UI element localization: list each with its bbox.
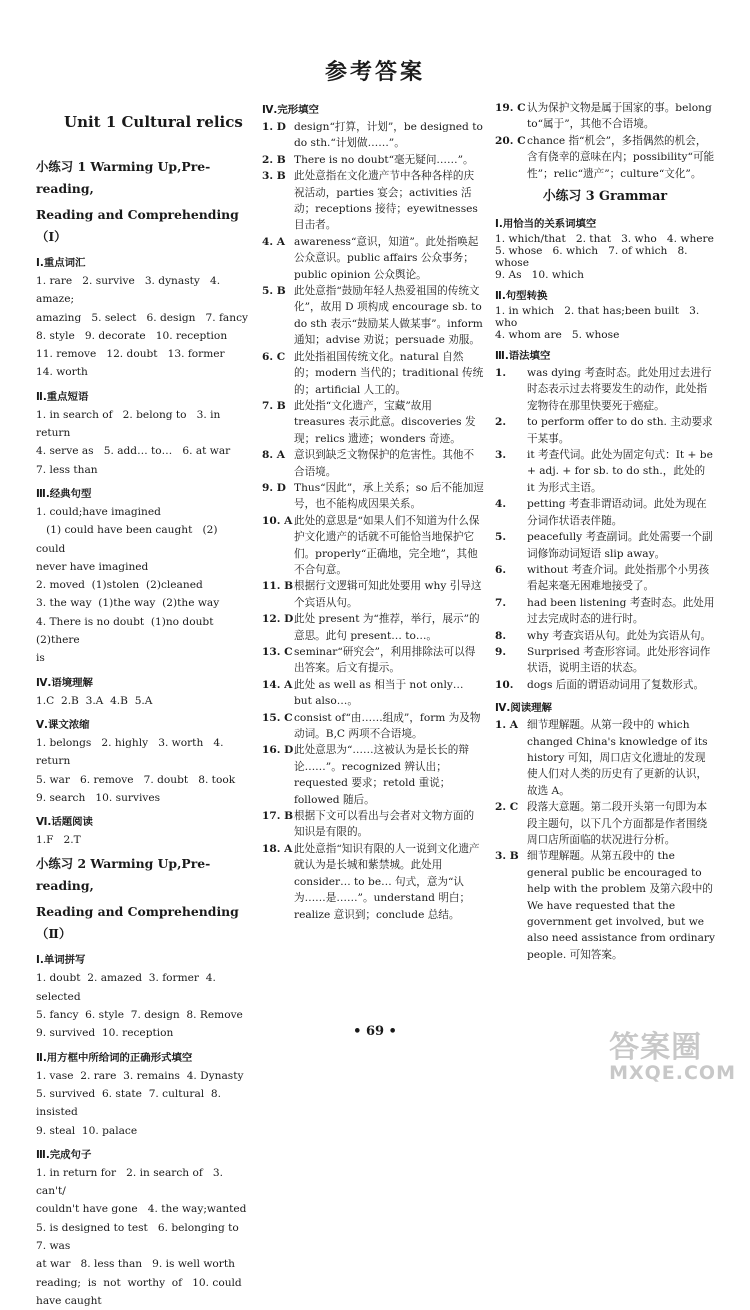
answer-explanation: 段落大意题。第二段开头第一句即为本段主题句，以下几个方面都是作者围绕周口店所面临的状况进行分析。 (527, 801, 708, 846)
answer-item (495, 100, 715, 133)
answer-item (495, 717, 715, 799)
answer-line: 4. whom are 5. whose (495, 329, 620, 342)
section-heading: Ⅳ.完形填空 (262, 104, 319, 116)
exercise-1-heading-b: Reading and Comprehending（Ⅰ） (36, 207, 239, 244)
answer-number: 3. B (495, 850, 519, 863)
section-heading: Ⅱ.句型转换 (495, 290, 548, 303)
section-heading: Ⅲ.完成句子 (36, 1148, 92, 1161)
section-heading: Ⅳ.语境理解 (36, 676, 93, 689)
answer-number: 2. C (495, 801, 519, 814)
answer-item (495, 365, 715, 414)
answer-number: 1. D (262, 121, 286, 133)
answer-number: 15. C (262, 711, 293, 724)
answer-line: 5. fancy 6. style 7. design 8. Remove (36, 1009, 243, 1022)
column-right (495, 100, 715, 963)
answer-explanation: 此处指“文化遗产，宝藏”故用 treasures 表示此意。discoveries 发现；relics 遗迹；wonders 奇迹。 (294, 399, 476, 445)
answer-line: never have imagined (36, 560, 149, 573)
answer-number: 1. (495, 367, 507, 380)
section-heading: Ⅴ.课文浓缩 (36, 718, 90, 731)
watermark-url: MXQE.COM (609, 1062, 736, 1084)
answer-line: amazing 5. select 6. design 7. fancy (36, 311, 248, 324)
answer-line: 1.C 2.B 3.A 4.B 5.A (36, 694, 153, 707)
exercise-2-heading-b: Reading and Comprehending（Ⅱ） (36, 904, 239, 942)
answer-number: 2. (495, 416, 507, 429)
answer-explanation: Surprised 考查形容词。此处形容词作状语，说明主语的状态。 (527, 645, 711, 675)
answer-number: 2. B (262, 153, 286, 166)
answer-item (262, 234, 484, 283)
answer-line: 1. in which 2. that has;been built 3. who (495, 305, 703, 330)
answer-number: 4. (495, 498, 507, 511)
section-heading: Ⅰ.单词拼写 (36, 954, 86, 967)
answer-number: 6. (495, 563, 507, 576)
answer-number: 18. A (262, 842, 293, 855)
section-heading: Ⅵ.话题阅读 (36, 816, 93, 829)
answer-line: 9. steal 10. palace (36, 1124, 138, 1137)
answer-explanation: 意识到缺乏文物保护的危害性。其他不合语境。 (294, 449, 475, 478)
section-heading: Ⅲ.语法填空 (495, 350, 551, 363)
answer-explanation: 此处意思为“……这被认为是长长的辩论……”。recognized 辨认出；requested 要求；retold 重说；followed 随后。 (294, 744, 469, 806)
answer-number: 10. (495, 678, 514, 691)
answer-item (262, 578, 484, 611)
answer-line: 1. which/that 2. that 3. who 4. where (495, 233, 714, 246)
answer-line: 1. in return for 2. in search of 3. can't/ (36, 1166, 227, 1198)
column-left (36, 100, 250, 1310)
answer-number: 7. B (262, 399, 286, 412)
answer-number: 9. D (262, 481, 286, 494)
answer-item (495, 529, 715, 562)
answer-number: 17. B (262, 810, 294, 823)
answer-item (262, 710, 484, 743)
answer-item (262, 841, 484, 923)
answer-number: 3. (495, 449, 507, 462)
answer-item (262, 447, 484, 480)
answer-item (495, 496, 715, 529)
answer-item (262, 513, 484, 579)
answer-explanation: 根据行文逻辑可知此处要用 why 引导这个宾语从句。 (294, 580, 482, 609)
answer-number: 20. C (495, 134, 526, 147)
answer-item (262, 480, 484, 513)
answer-number: 4. A (262, 235, 285, 248)
answer-line: 5. survived 6. state 7. cultural 8. insisted (36, 1087, 225, 1119)
answer-item (495, 595, 715, 628)
watermark-logo: 答案圈 (609, 1030, 703, 1065)
answer-number: 12. D (262, 613, 294, 626)
answer-line: 9. search 10. survives (36, 791, 161, 804)
answer-number: 10. A (262, 514, 293, 527)
answer-line: have caught (36, 1294, 102, 1307)
section-heading: Ⅱ.用方框中所给词的正确形式填空 (36, 1051, 193, 1064)
answer-number: 6. C (262, 350, 286, 363)
answer-line: 9. As 10. which (495, 269, 584, 282)
answer-explanation: awareness“意识，知道”。此处指唤起公众意识。public affairs 公众事务；public opinion 公众舆论。 (294, 235, 479, 281)
answer-item (495, 414, 715, 447)
answer-explanation: dogs 后面的谓语动词用了复数形式。 (527, 678, 705, 691)
answer-number: 5. B (262, 285, 286, 298)
exercise-2 (36, 853, 250, 1310)
exercise-1 (36, 156, 250, 849)
answer-explanation: chance 指“机会”，多指偶然的机会，含有侥幸的意味在内；possibility“可能性”；relic“遗产”；culture“文化”。 (527, 134, 715, 180)
answer-item (262, 349, 484, 398)
answer-number: 19. C (495, 102, 526, 114)
answer-item (262, 808, 484, 841)
answer-explanation: 此处 present 为“推荐，举行，展示”的意思。此句 present… to…。 (294, 613, 480, 642)
answer-line: 1. vase 2. rare 3. remains 4. Dynasty (36, 1069, 244, 1082)
answer-line: 9. survived 10. reception (36, 1027, 174, 1040)
answer-explanation: 此处 as well as 相当于 not only… but also…。 (294, 678, 464, 708)
answer-item (262, 742, 484, 808)
answer-line: 1. in search of 2. belong to 3. in return (36, 408, 224, 440)
section-heading: Ⅲ.经典句型 (36, 487, 92, 500)
answer-number: 8. A (262, 449, 285, 462)
answer-item (262, 398, 484, 447)
answer-item (262, 644, 484, 677)
answer-line: 5. whose 6. which 7. of which 8. whose (495, 245, 691, 270)
answer-number: 1. A (495, 719, 518, 732)
answer-explanation: without 考查介词。此处指那个小男孩看起来毫无困难地接受了。 (527, 563, 710, 593)
answer-number: 13. C (262, 646, 293, 658)
answer-line: reading; is not worthy of 10. could (36, 1276, 242, 1289)
answer-number: 3. B (262, 170, 286, 183)
answer-explanation: 此处的意思是“如果人们不知道为什么保护文化遗产的话就不可能恰当地保护它们。properly“正确地，完全地”，其他不合句意。 (294, 514, 480, 576)
page-title: 参考答案 (324, 60, 425, 85)
answer-item (262, 611, 484, 644)
answer-item (495, 562, 715, 595)
answer-line: 5. war 6. remove 7. doubt 8. took (36, 773, 236, 786)
exercise-2-heading-a: 小练习 2 Warming Up,Pre-reading, (36, 856, 211, 894)
section-heading: Ⅰ.用恰当的关系词填空 (495, 218, 597, 231)
unit-title: Unit 1 Cultural relics (64, 113, 243, 131)
answer-line: 1. rare 2. survive 3. dynasty 4. amaze; (36, 275, 224, 306)
answer-item (262, 283, 484, 349)
answer-item (262, 168, 484, 234)
section-heading: Ⅰ.重点词汇 (36, 257, 86, 269)
answer-line: 2. moved (1)stolen (2)cleaned (36, 579, 203, 592)
answer-explanation: 此处指祖国传统文化。natural 自然的；modern 当代的；traditional 传统的；artificial 人工的。 (294, 350, 484, 396)
section-heading: Ⅱ.重点短语 (36, 390, 89, 403)
answer-number: 11. B (262, 580, 294, 593)
answer-number: 8. (495, 629, 507, 642)
answer-item (495, 133, 715, 182)
answer-item (262, 677, 484, 710)
answer-explanation: 此处意指“知识有限的人一说到文化遗产就认为是长城和紫禁城。此处用 consider… to be… 句式，意为“认为……是……”。understand 明白；realize 意识到；conclude 总结。 (294, 842, 480, 921)
answer-line: 5. is designed to test 6. belonging to 7. was (36, 1221, 249, 1252)
answer-item (262, 152, 484, 168)
answer-explanation: it 考查代词。此处为固定句式：It + be + adj. + for sb. to do sth.，此处的 it 为形式主语。 (527, 449, 713, 494)
answer-explanation: Thus“因此”，承上关系；so 后不能加逗号，也不能构成因果关系。 (294, 481, 484, 511)
answer-line: 4. There is no doubt (1)no doubt (2)there (36, 615, 221, 647)
column-middle (262, 100, 484, 923)
answer-line: 3. the way (1)the way (2)the way (36, 597, 220, 610)
answer-number: 14. A (262, 678, 293, 691)
answer-line: 1.F 2.T (36, 834, 81, 847)
answer-item (495, 628, 715, 644)
answer-line: 14. worth (36, 366, 88, 379)
answer-explanation: to perform offer to do sth. 主动要求干某事。 (527, 416, 713, 445)
answer-explanation: 根据下文可以看出与会者对文物方面的知识是有限的。 (294, 810, 475, 839)
answer-explanation: 此处意指“鼓励年轻人热爱祖国的传统文化”，故用 D 项构成 encourage sb. to do sth 表示“鼓励某人做某事”。inform 通知；advise 劝说；persuade 劝服。 (294, 285, 483, 347)
answer-line: 1. doubt 2. amazed 3. former 4. selected (36, 972, 220, 1003)
answer-line: is (36, 652, 45, 665)
answer-explanation: 认为保护文物是属于国家的事。belong to“属于”，其他不合语境。 (527, 102, 712, 131)
answer-explanation: was dying 考查时态。此处用过去进行时态表示过去将要发生的动作，此处指宠物待在那里快要死于癌症。 (527, 367, 712, 412)
answer-number: 7. (495, 596, 507, 609)
answer-item (495, 848, 715, 963)
exercise-3-heading: 小练习 3 Grammar (542, 189, 668, 205)
answer-line: 11. remove 12. doubt 13. former (36, 348, 225, 361)
answer-explanation: why 考查宾语从句。此处为宾语从句。 (527, 629, 712, 642)
answer-line: at war 8. less than 9. is well worth (36, 1258, 235, 1271)
answer-explanation: peacefully 考查副词。此处需要一个副词修饰动词短语 slip away。 (527, 531, 713, 560)
answer-line: couldn't have gone 4. the way;wanted (36, 1203, 247, 1216)
answer-explanation: petting 考查非谓语动词。此处为现在分词作状语表伴随。 (527, 498, 707, 527)
answer-item (262, 119, 484, 152)
answer-item (495, 447, 715, 496)
answer-line: (1) could have been caught (2) could (36, 524, 221, 555)
answer-explanation: consist of“由……组成”，form 为及物动词。B,C 两项不合语境。 (294, 711, 481, 741)
answer-number: 9. (495, 645, 507, 658)
answer-explanation: 细节理解题。从第五段中的 the general public be encouraged to help with the problem 及第六段中的 We have requested that the government get involved, but we also need assistance from ordinary people. 可知答案。 (527, 850, 715, 961)
answer-line: 8. style 9. decorate 10. reception (36, 329, 228, 342)
answer-item (495, 644, 715, 677)
answer-explanation: There is no doubt“毫无疑问……”。 (294, 153, 474, 166)
answer-line: 4. serve as 5. add… to… 6. at war (36, 445, 231, 458)
section-heading: Ⅳ.阅读理解 (495, 702, 552, 715)
answer-number: 16. D (262, 744, 294, 757)
answer-item (495, 677, 715, 693)
answer-explanation: seminar“研究会”，利用排除法可以得出答案。后文有提示。 (294, 646, 476, 675)
answer-line: 7. less than (36, 463, 98, 476)
answer-explanation: 细节理解题。从第一段中的 which changed China's knowledge of its history 可知，周口店文化遗址的发现使人们对人类的历史有了更新的认识，故选 A。 (527, 719, 708, 797)
exercise-1-heading-a: 小练习 1 Warming Up,Pre-reading, (36, 159, 211, 196)
answer-line: 1. could;have imagined (36, 505, 161, 518)
answer-explanation: 此处意指在文化遗产节中各种各样的庆祝活动，parties 宴会；activities 活动；receptions 接待；eyewitnesses 目击者。 (294, 170, 478, 232)
page-number: • 69 • (353, 1024, 397, 1039)
answer-explanation: design“打算，计划”，be designed to do sth.“计划做……”。 (294, 121, 483, 150)
answer-line: 1. belongs 2. highly 3. worth 4. return (36, 736, 227, 768)
answer-number: 5. (495, 531, 507, 544)
answer-item (495, 799, 715, 848)
answer-explanation: had been listening 考查时态。此处用过去完成时态的进行时。 (527, 596, 715, 626)
